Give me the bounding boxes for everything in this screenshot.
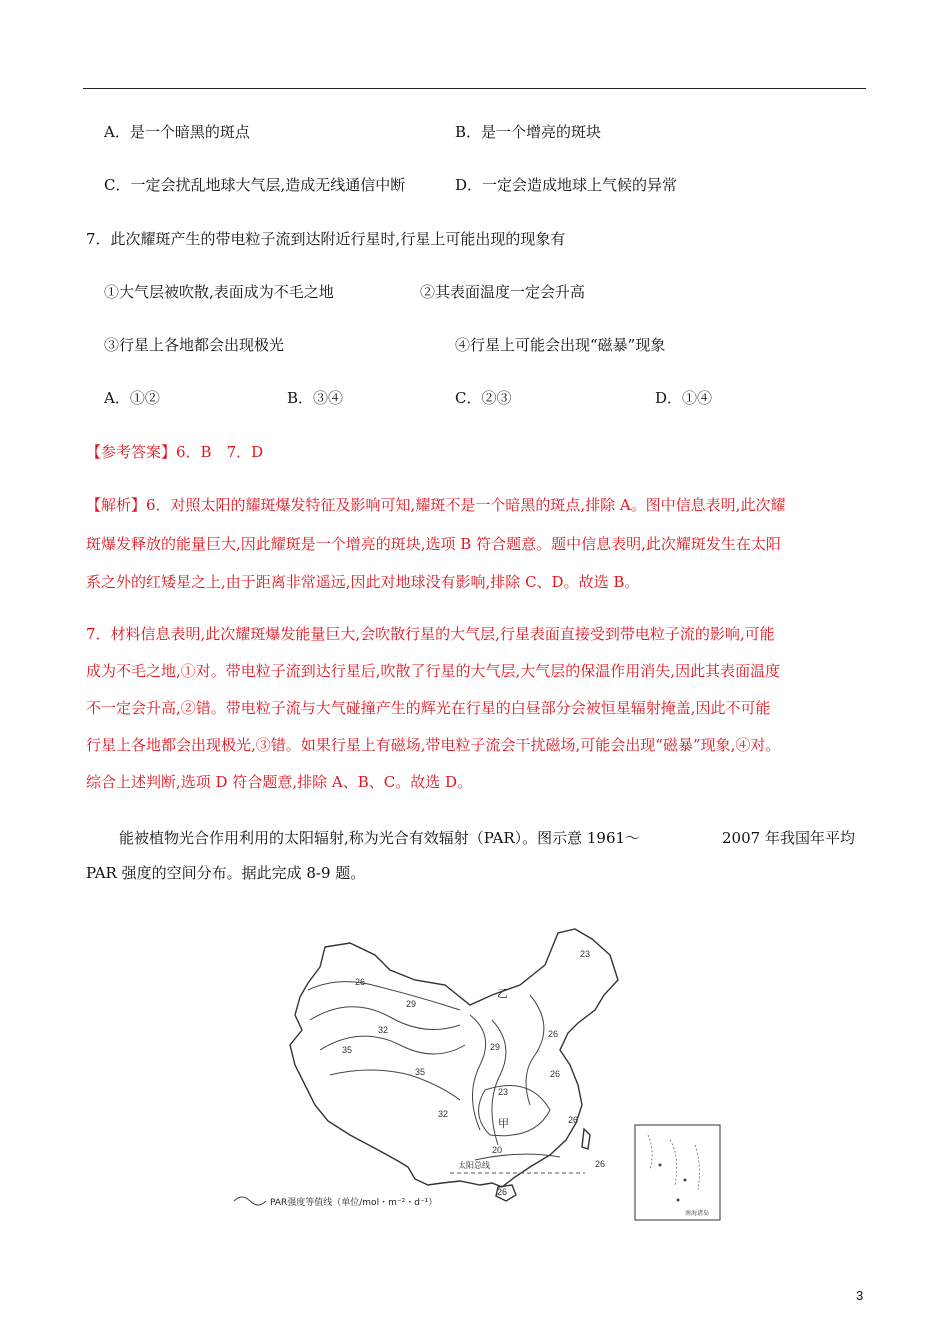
q7-stem: 7．此次耀斑产生的带电粒子流到达附近行星时,行星上可能出现的现象有: [86, 230, 566, 248]
contour-label: 26: [497, 1187, 508, 1197]
contour-label: 35: [415, 1067, 426, 1077]
q7-item-1: ①大气层被吹散,表面成为不毛之地: [104, 283, 334, 301]
intro-line-1a: 能被植物光合作用利用的太阳辐射,称为光合有效辐射（PAR）。图示意 1961～: [119, 829, 641, 847]
taiwan-outline: [582, 1129, 590, 1149]
analysis6-line: 系之外的红矮星之上,由于距离非常遥远,因此对地球没有影响,排除 C、D。故选 B。: [86, 573, 640, 591]
analysis6-line: 斑爆发释放的能量巨大,因此耀斑是一个增亮的斑块,选项 B 符合题意。题中信息表明,此次耀斑发生在太阳: [86, 535, 781, 553]
inset-label: 南海诸岛: [685, 1210, 710, 1217]
analysis7-line: 行星上各地都会出现极光,③错。如果行星上有磁场,带电粒子流会干扰磁场,可能会出现“磁暴”现象,④对。: [86, 736, 781, 754]
analysis7-line: 综合上述判断,选项 D 符合题意,排除 A、B、C。故选 D。: [86, 773, 472, 791]
q7-option-d: D．①④: [655, 389, 713, 407]
map-legend: [234, 1196, 437, 1208]
contour-line: [470, 1015, 486, 1130]
contour-label: 35: [342, 1045, 353, 1055]
contour-line: [308, 982, 460, 1010]
q7-item-2: ②其表面温度一定会升高: [420, 283, 586, 301]
contour-label: 32: [378, 1025, 389, 1035]
q7-item-3: ③行星上各地都会出现极光: [104, 336, 285, 354]
contour-label: 32: [438, 1109, 449, 1119]
contour-label: 26: [550, 1069, 561, 1079]
q6-option-d: D．一定会造成地球上气候的异常: [455, 176, 678, 194]
map-label-jia: 甲: [498, 1117, 509, 1130]
q6-option-a: A．是一个暗黑的斑点: [104, 123, 250, 141]
contour-label: 26: [568, 1115, 579, 1125]
contour-label: 23: [580, 949, 591, 959]
header-rule: [83, 88, 866, 89]
legend-text: PAR强度等值线（单位/mol・m⁻²・d⁻¹）: [270, 1198, 438, 1208]
contour-line: [330, 1070, 460, 1100]
contour-label: 26: [548, 1029, 559, 1039]
q7-option-b: B．③④: [287, 389, 344, 407]
page-number: 3: [856, 1288, 864, 1303]
contour-label: 29: [406, 999, 417, 1009]
analysis6-line: 【解析】6．对照太阳的耀斑爆发特征及影响可知,耀斑不是一个暗黑的斑点,排除 A。图中信息表明,此次耀: [86, 496, 786, 514]
q7-option-a: A．①②: [104, 389, 160, 407]
analysis7-line: 7．材料信息表明,此次耀斑爆发能量巨大,会吹散行星的大气层,行星表面直接受到带电粒子流的影响,可能: [86, 625, 775, 643]
china-par-map: [230, 925, 730, 1225]
answer-key: 【参考答案】6．B 7．D: [86, 443, 264, 461]
map-label-yi: 乙: [497, 987, 508, 1000]
q7-option-c: C．②③: [455, 389, 512, 407]
contour-label: 29: [490, 1042, 501, 1052]
q7-item-4: ④行星上可能会出现“磁暴”现象: [455, 336, 666, 354]
par-map-figure: [230, 925, 730, 1225]
contour-line: [526, 995, 544, 1105]
contour-label: 26: [355, 977, 366, 987]
q6-option-c: C．一定会扰乱地球大气层,造成无线通信中断: [104, 176, 406, 194]
contour-label: 20: [492, 1145, 503, 1155]
contour-label: 23: [498, 1087, 509, 1097]
contour-label: 26: [595, 1159, 606, 1169]
intro-line-1b: 2007 年我国年平均: [722, 829, 855, 847]
analysis7-line: 不一定会升高,②错。带电粒子流与大气碰撞产生的辉光在行星的白昼部分会被恒星辐射掩盖,因此不可能: [86, 699, 771, 717]
intro-line-2: PAR 强度的空间分布。据此完成 8-9 题。: [86, 864, 366, 882]
south-china-sea-inset: [635, 1125, 720, 1220]
china-outline: [290, 929, 618, 1187]
map-label-line: 太阳总线: [458, 1161, 490, 1170]
contour-line: [479, 1086, 550, 1136]
q6-option-b: B．是一个增亮的斑块: [455, 123, 602, 141]
legend-contour-symbol: [234, 1197, 266, 1205]
analysis7-line: 成为不毛之地,①对。带电粒子流到达行星后,吹散了行星的大气层,大气层的保温作用消失,因此其表面温度: [86, 662, 781, 680]
